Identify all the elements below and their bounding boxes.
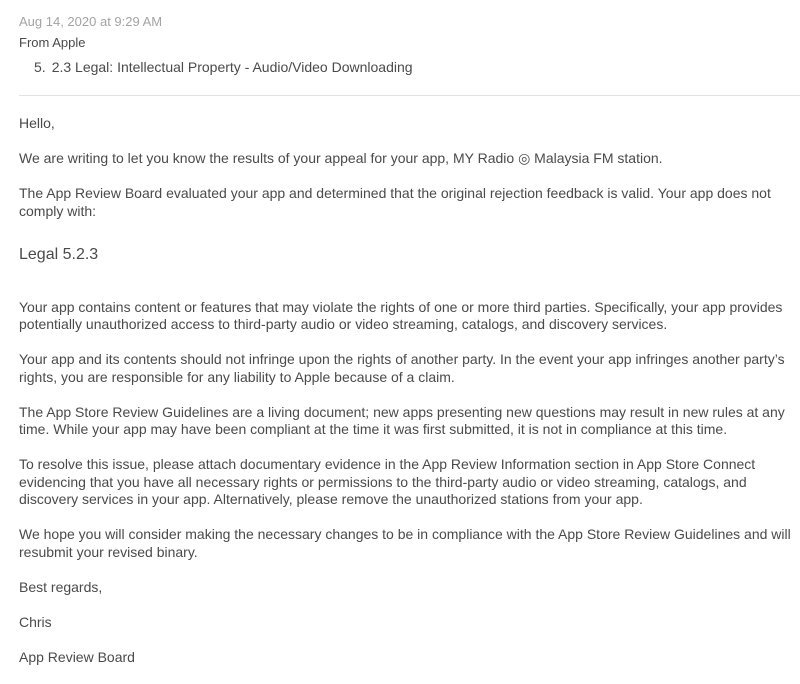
paragraph-living-document: The App Store Review Guidelines are a living document; new apps presenting new questions may result in new rules at any time. While your app may have been compliant at the time it was first submitted, it is not in compliance at this time. — [19, 403, 785, 437]
paragraph-rights: Your app and its contents should not infringe upon the rights of another party. In the event your app infringes another party’s rights, you are responsible for any liability to Apple because of a claim. — [19, 351, 785, 385]
sender-label: From Apple — [19, 35, 86, 50]
guideline-list-item — [34, 59, 413, 75]
paragraph-resolution: To resolve this issue, please attach documentary evidence in the App Review Information section in App Store Connect evidencing that you have all necessary rights or permissions to the third-party audio or video streaming, catalogs, and discovery services in your app. Alternatively, please remove the unauthorized stations from your app. — [19, 456, 756, 507]
header-divider — [19, 95, 800, 96]
message-timestamp: Aug 14, 2020 at 9:29 AM — [19, 14, 163, 29]
paragraph-violation: Your app contains content or features that may violate the rights of one or more third parties. Specifically, your app provides potentially unauthorized access to third-party audio or video streaming, catalogs, and discovery services. — [19, 298, 783, 332]
guideline-heading: Legal 5.2.3 — [19, 245, 99, 263]
paragraph-evaluation: The App Review Board evaluated your app and determined that the original rejection feedback is valid. Your app does not comply with: — [19, 185, 771, 219]
greeting: Hello, — [19, 115, 55, 131]
paragraph-appeal-result: We are writing to let you know the results of your appeal for your app, MY Radio ◎ Malaysia FM station. — [19, 150, 663, 166]
team-name: App Review Board — [19, 648, 135, 665]
guideline-number: 5. — [34, 59, 46, 75]
signer-name: Chris — [19, 613, 52, 630]
closing: Best regards, — [19, 578, 103, 595]
paragraph-resubmit: We hope you will consider making the necessary changes to be in compliance with the App Store Review Guidelines and will resubmit your revised binary. — [19, 526, 791, 560]
heading-spacer — [19, 282, 795, 299]
message-body — [19, 115, 795, 684]
guideline-title: 2.3 Legal: Intellectual Property - Audio/Video Downloading — [51, 59, 413, 75]
